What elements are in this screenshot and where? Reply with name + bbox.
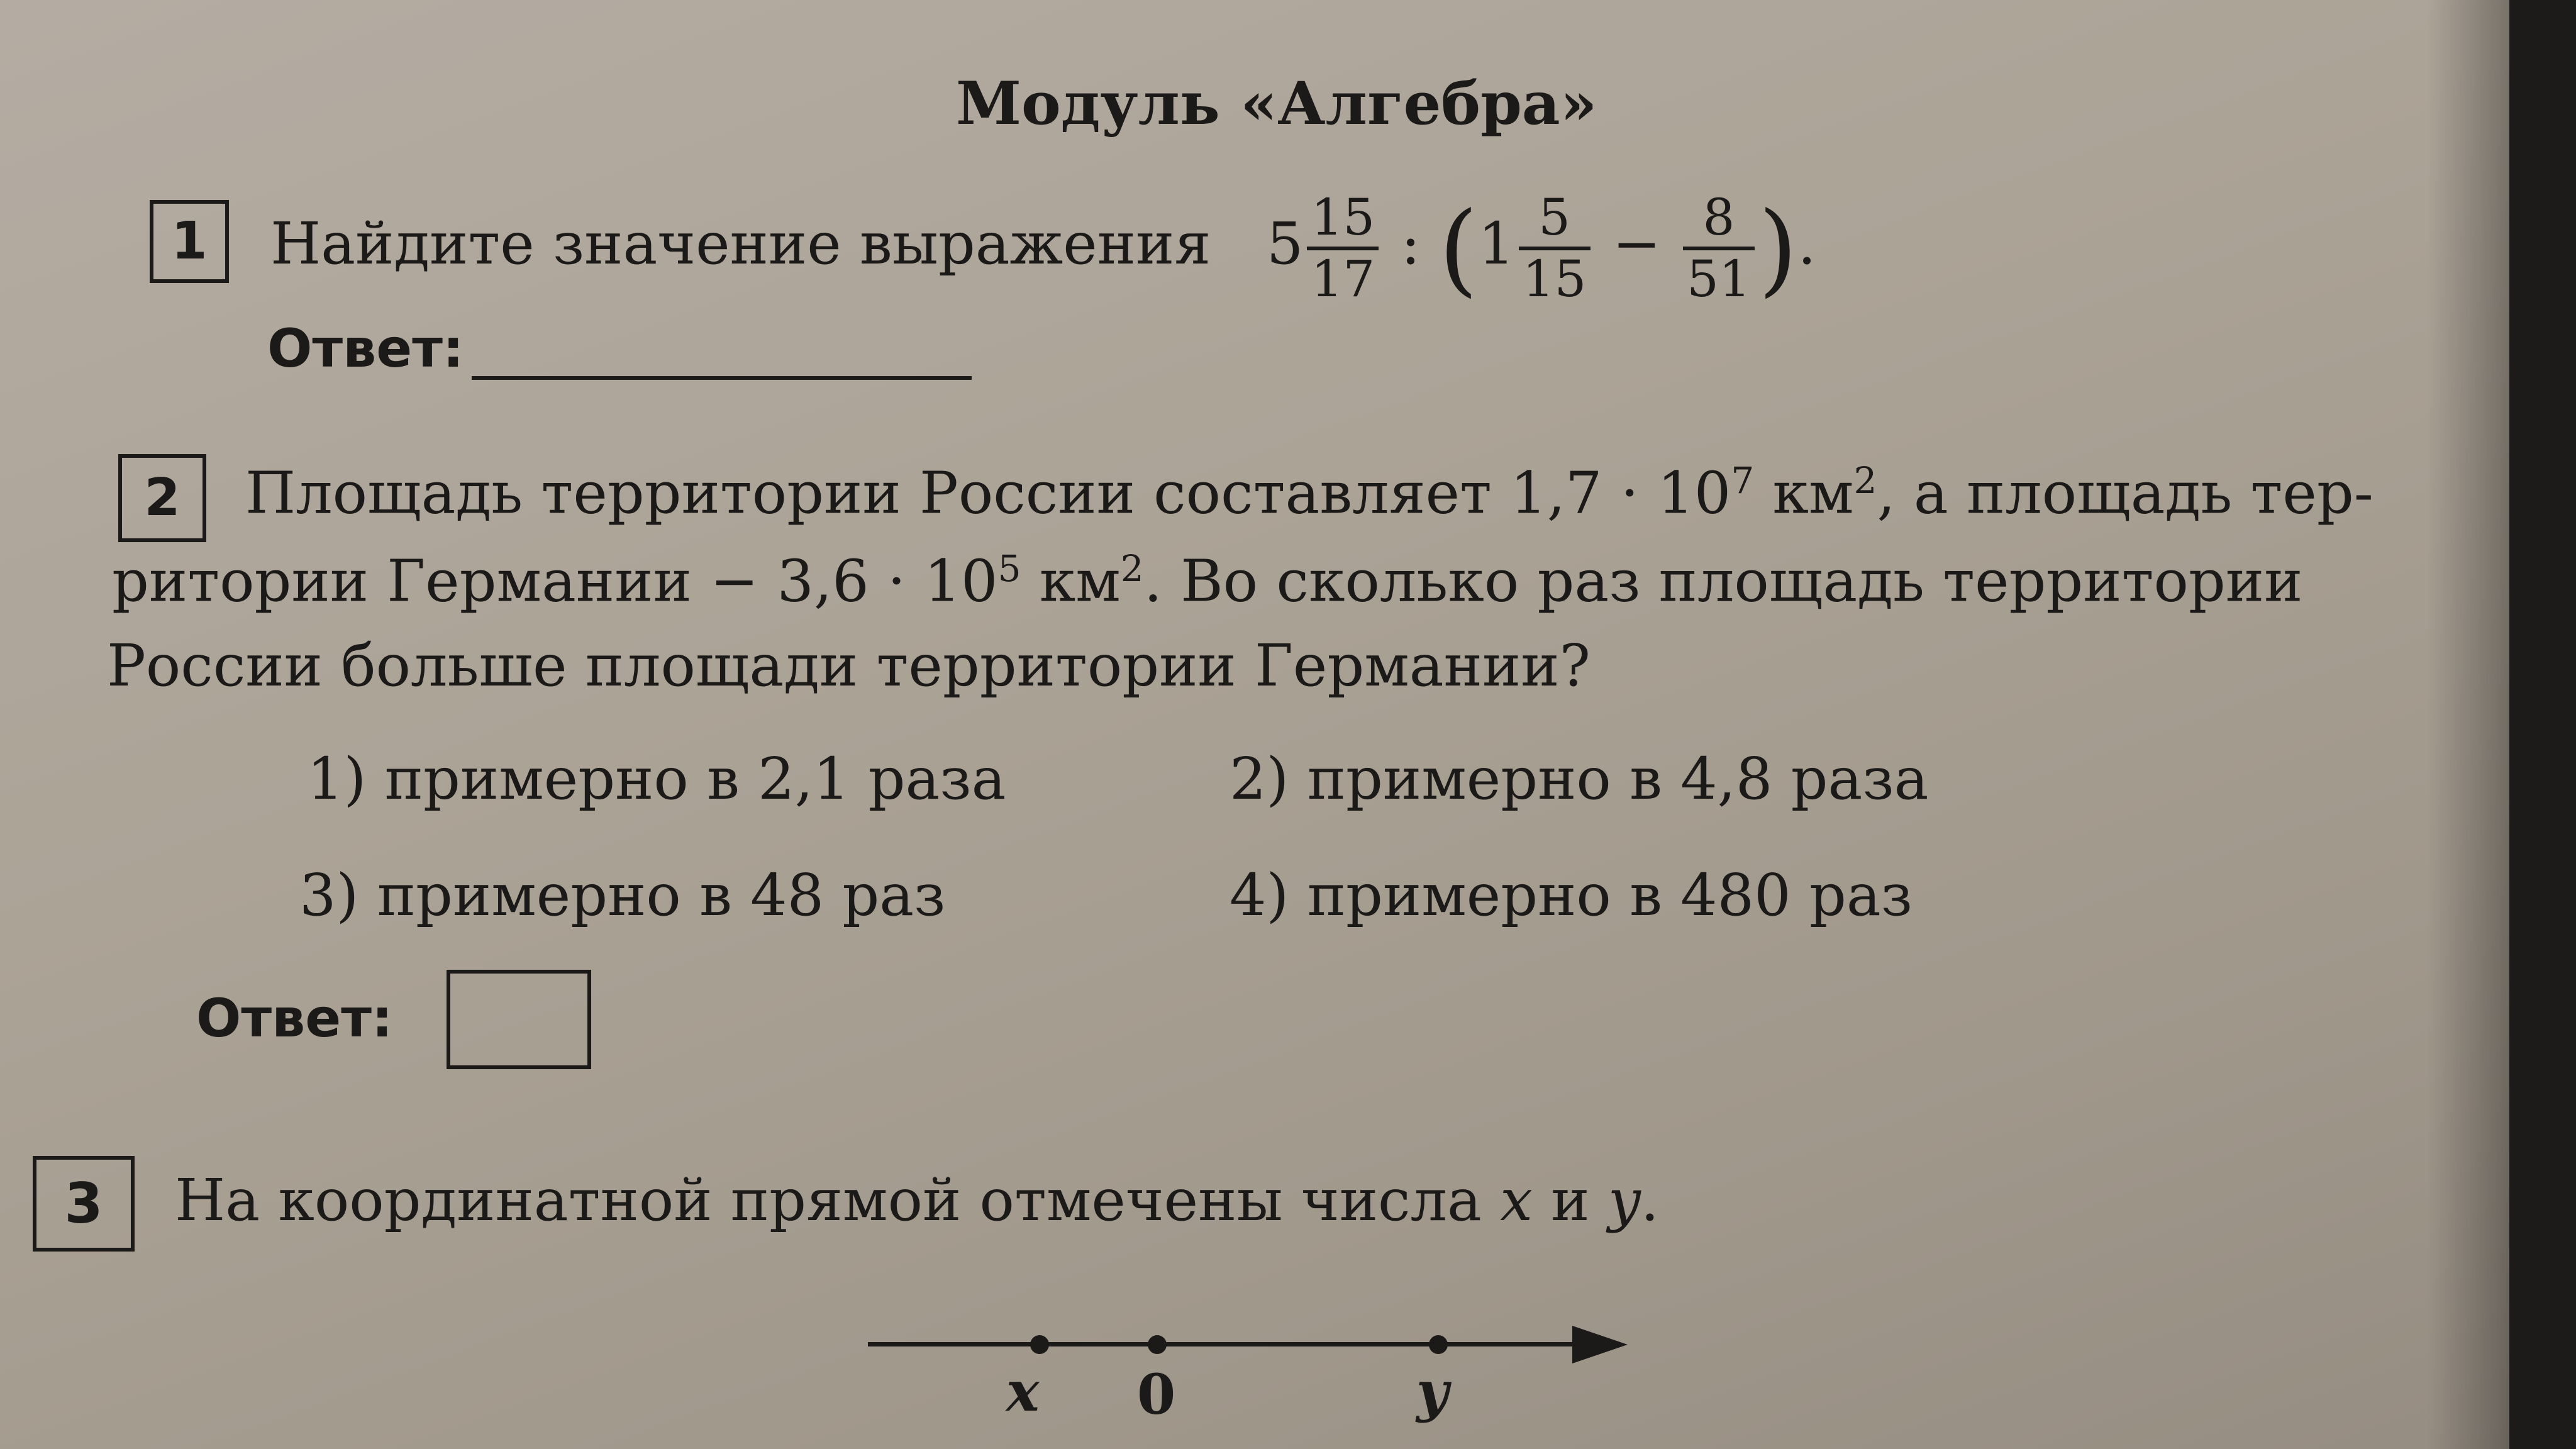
task1-fraction-1 <box>1307 189 1379 308</box>
task2-answer-box[interactable] <box>447 970 591 1069</box>
task2-line1-a: Площадь территории России составляет 1,7 · 10 <box>245 459 1731 527</box>
task1-f2-num: 5 <box>1519 189 1591 250</box>
task2-line-1 <box>245 459 2373 527</box>
option-1-num: 1) <box>307 745 367 813</box>
task1-f3-num: 8 <box>1683 189 1755 250</box>
task1-close-paren: ) <box>1758 189 1798 308</box>
number-line-label-0: 0 <box>1137 1362 1176 1427</box>
task1-divide: : <box>1401 209 1421 277</box>
task2-option-1[interactable] <box>307 745 1006 813</box>
option-2-num: 2) <box>1230 745 1289 813</box>
task3-number: 3 <box>33 1156 135 1252</box>
task1-answer-line[interactable] <box>472 376 972 380</box>
task1-text: Найдите значение выражения <box>270 209 1211 277</box>
number-line-label-x: x <box>1006 1358 1040 1424</box>
number-line-arrow-icon <box>1572 1326 1628 1363</box>
task1-f3-den: 51 <box>1687 250 1751 308</box>
page-edge-shadow <box>2428 0 2509 1449</box>
task2-line2-c: . Во сколько раз площадь территории <box>1143 547 2303 615</box>
task2-line2-exp: 5 <box>997 547 1021 590</box>
task2-option-3[interactable] <box>299 862 945 929</box>
task3-text-b: и <box>1533 1167 1608 1234</box>
option-2-text: примерно в 4,8 раза <box>1307 745 1929 813</box>
task2-line2-a: ритории Германии − 3,6 · 10 <box>112 547 998 615</box>
task2-line1-c: , а площадь тер- <box>1877 459 2373 527</box>
task2-option-4[interactable] <box>1230 862 1913 929</box>
task1-fraction-3 <box>1683 189 1755 308</box>
task3-text-c: . <box>1640 1167 1660 1234</box>
number-line-axis <box>868 1342 1585 1346</box>
task3-question <box>175 1167 1659 1234</box>
task2-line1-exp2: 2 <box>1853 459 1877 502</box>
point-x-dot <box>1030 1335 1049 1354</box>
task1-number: 1 <box>150 200 229 283</box>
task1-fraction-2 <box>1519 189 1591 308</box>
module-title: Модуль «Алгебра» <box>956 69 1597 138</box>
task1-f1-den: 17 <box>1311 250 1375 308</box>
task1-answer-label: Ответ: <box>267 318 464 379</box>
task1-f2-den: 15 <box>1522 250 1587 308</box>
option-4-num: 4) <box>1230 862 1289 929</box>
task2-line1-exp: 7 <box>1731 459 1755 502</box>
task3-var-x: x <box>1500 1167 1533 1234</box>
task1-question <box>270 189 1816 308</box>
task3-text-a: На координатной прямой отмечены числа <box>175 1167 1501 1234</box>
number-line-label-y: y <box>1416 1358 1449 1424</box>
task2-line-3: России больше площади территории Германии? <box>107 632 1591 699</box>
point-y-dot <box>1429 1335 1448 1354</box>
task2-number: 2 <box>118 454 206 542</box>
option-3-num: 3) <box>299 862 359 929</box>
point-0-dot <box>1148 1335 1167 1354</box>
task3-var-y: y <box>1607 1167 1641 1234</box>
task2-option-2[interactable] <box>1230 745 1928 813</box>
task1-open-paren: ( <box>1438 189 1479 308</box>
task1-whole2: 1 <box>1478 209 1515 277</box>
task2-line1-b: км <box>1754 459 1854 527</box>
task1-end: . <box>1797 209 1816 277</box>
option-3-text: примерно в 48 раз <box>377 862 946 929</box>
task1-minus: − <box>1612 209 1661 277</box>
task2-line-2 <box>112 547 2302 615</box>
task2-line2-exp2: 2 <box>1120 547 1144 590</box>
task2-answer-label: Ответ: <box>196 987 393 1049</box>
task2-line2-b: км <box>1021 547 1121 615</box>
task1-f1-num: 15 <box>1307 189 1379 250</box>
option-4-text: примерно в 480 раз <box>1307 862 1913 929</box>
option-1-text: примерно в 2,1 раза <box>384 745 1006 813</box>
task1-whole: 5 <box>1266 209 1304 277</box>
